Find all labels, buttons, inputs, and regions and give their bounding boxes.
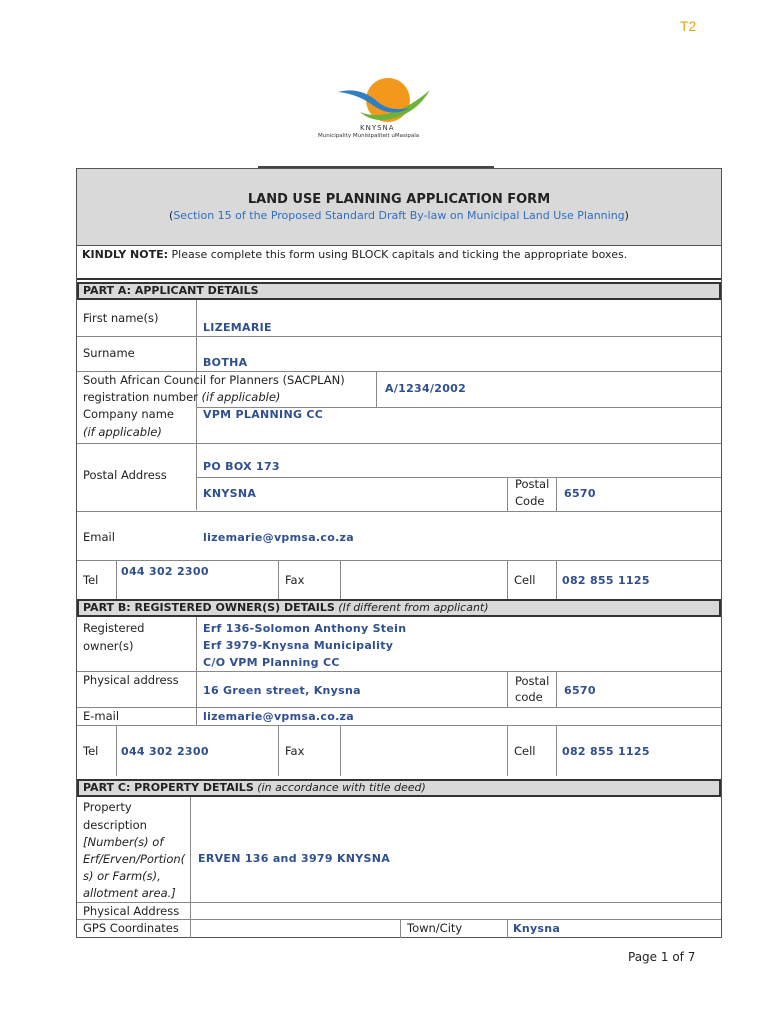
col-divider — [340, 726, 341, 776]
form-subtitle: (Section 15 of the Proposed Standard Draft By-law on Municipal Land Use Planning) — [169, 209, 629, 222]
col-divider — [376, 372, 377, 408]
property-desc-note-4: allotment area.] — [83, 886, 176, 900]
company-label-note: (if applicable) — [83, 425, 162, 439]
row-divider — [77, 902, 721, 903]
postal-address-line-1[interactable]: PO BOX 173 — [203, 460, 280, 473]
form-code-tag: T2 — [680, 18, 697, 34]
owner-label-2: owner(s) — [83, 639, 134, 653]
col-divider — [400, 920, 401, 938]
row-divider — [77, 671, 721, 672]
kindly-note — [82, 248, 627, 261]
form-header-band — [77, 169, 721, 246]
sacplan-label-note: (if applicable) — [201, 390, 281, 404]
row-divider — [77, 336, 721, 337]
property-desc-note-2: Erf/Erven/Portion( — [83, 852, 186, 866]
part-c-heading-text: PART C: PROPERTY DETAILS — [83, 781, 254, 794]
sacplan-value[interactable]: A/1234/2002 — [385, 382, 467, 395]
col-divider — [556, 726, 557, 776]
row-divider — [77, 371, 721, 372]
part-c-heading — [77, 779, 721, 797]
form-title: LAND USE PLANNING APPLICATION FORM — [247, 192, 551, 207]
fax-label: Fax — [285, 744, 305, 758]
email-value[interactable]: lizemarie@vpmsa.co.za — [203, 531, 354, 544]
email-label: Email — [83, 530, 115, 544]
col-divider — [116, 726, 117, 776]
col-divider — [278, 726, 279, 776]
postal-code-label: Postal — [515, 674, 550, 688]
owner-line-1[interactable]: Erf 136-Solomon Anthony Stein — [203, 622, 407, 635]
property-desc-label-2: description — [83, 818, 147, 832]
row-divider — [77, 919, 721, 920]
sacplan-label-2 — [83, 390, 280, 404]
row-divider — [77, 443, 721, 444]
col-divider — [116, 561, 117, 599]
first-name-label: First name(s) — [83, 311, 159, 325]
col-divider — [507, 561, 508, 599]
sacplan-label-text: registration number — [83, 390, 202, 404]
fax-label: Fax — [285, 573, 305, 587]
tel-value[interactable]: 044 302 2300 — [121, 565, 209, 578]
col-divider — [196, 300, 197, 510]
part-a-heading: PART A: APPLICANT DETAILS — [77, 282, 721, 300]
part-c-heading-note: (in accordance with title deed) — [253, 781, 426, 794]
row-divider — [77, 560, 721, 561]
col-divider — [507, 726, 508, 776]
col-divider — [278, 561, 279, 599]
first-name-value[interactable]: LIZEMARIE — [203, 321, 272, 334]
cell-value[interactable]: 082 855 1125 — [562, 745, 650, 758]
town-label: Town/City — [407, 921, 463, 935]
col-divider — [507, 672, 508, 707]
gps-label: GPS Coordinates — [83, 921, 179, 935]
cell-label: Cell — [514, 744, 536, 758]
tel-value[interactable]: 044 302 2300 — [121, 745, 209, 758]
owner-line-2[interactable]: Erf 3979-Knysna Municipality — [203, 639, 394, 652]
col-divider — [556, 672, 557, 707]
col-divider — [556, 478, 557, 511]
physical-address-value[interactable]: 16 Green street, Knysna — [203, 684, 361, 697]
postal-code-value[interactable]: 6570 — [564, 487, 596, 500]
surname-value[interactable]: BOTHA — [203, 356, 248, 369]
sacplan-label: South African Council for Planners (SACPLAN) — [83, 373, 345, 387]
tel-label: Tel — [83, 744, 99, 758]
property-desc-note-1: [Number(s) of — [83, 835, 164, 849]
col-divider — [190, 797, 191, 938]
property-desc-label: Property — [83, 800, 132, 814]
col-divider — [507, 478, 508, 511]
col-divider — [556, 561, 557, 599]
owner-line-3[interactable]: C/O VPM Planning CC — [203, 656, 340, 669]
tel-label: Tel — [83, 573, 99, 587]
logo-name: KNYSNA — [360, 124, 395, 132]
postal-code-label-2: code — [515, 690, 543, 704]
form-subtitle-text: Section 15 of the Proposed Standard Draft By-law on Municipal Land Use Planning — [173, 209, 625, 222]
postal-code-label: Postal — [515, 477, 550, 491]
part-b-heading-text: PART B: REGISTERED OWNER(S) DETAILS — [83, 601, 335, 614]
company-label: Company name — [83, 407, 174, 421]
logo-subtitle: Municipality Munisipaliteit uMasipala — [318, 133, 420, 139]
email-value[interactable]: lizemarie@vpmsa.co.za — [203, 710, 354, 723]
page-number: Page 1 of 7 — [628, 950, 696, 964]
note-label: KINDLY NOTE: — [82, 248, 169, 261]
divider — [77, 278, 721, 280]
owner-label: Registered — [83, 621, 145, 635]
property-description-value[interactable]: ERVEN 136 and 3979 KNYSNA — [198, 852, 391, 865]
row-divider — [197, 477, 721, 478]
postal-address-label: Postal Address — [83, 468, 167, 482]
email-label: E-mail — [83, 709, 120, 723]
row-divider — [77, 511, 721, 512]
postal-code-label-2: Code — [515, 494, 545, 508]
col-divider — [507, 920, 508, 938]
row-divider — [77, 725, 721, 726]
postal-address-line-2[interactable]: KNYSNA — [203, 487, 257, 500]
physical-address-label: Physical address — [83, 673, 179, 687]
cell-label: Cell — [514, 573, 536, 587]
property-desc-note-3: s) or Farm(s), — [83, 869, 161, 883]
row-divider — [77, 707, 721, 708]
col-divider — [340, 561, 341, 599]
physical-address-label: Physical Address — [83, 904, 180, 918]
postal-code-value[interactable]: 6570 — [564, 684, 596, 697]
part-b-heading — [77, 599, 721, 617]
cell-value[interactable]: 082 855 1125 — [562, 574, 650, 587]
town-value[interactable]: Knysna — [513, 922, 561, 935]
surname-label: Surname — [83, 346, 135, 360]
note-text: Please complete this form using BLOCK capitals and ticking the appropriate boxes. — [168, 248, 628, 261]
company-value[interactable]: VPM PLANNING CC — [203, 408, 324, 421]
part-b-heading-note: (If different from applicant) — [334, 601, 489, 614]
